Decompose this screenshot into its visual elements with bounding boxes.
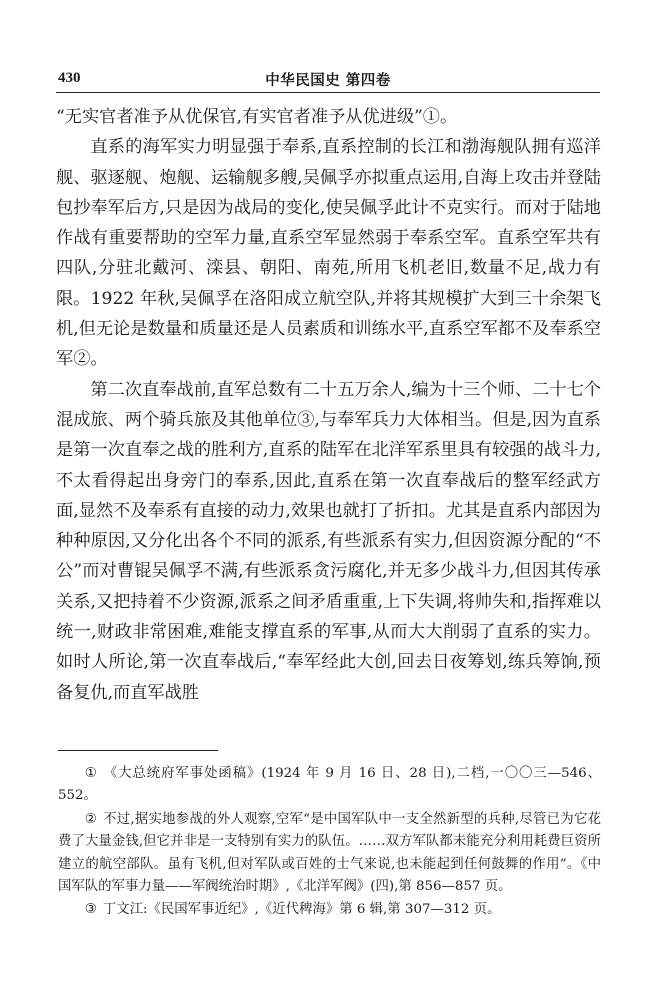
footnote-text: 不过,据实地参战的外人观察,空军“是中国军队中一支全然新型的兵种,尽管已为它花费了大量金钱,但它并非是一支特别有实力的队伍。……双方军队都未能充分利用耗费巨资所建立的航空部队。虽有飞机,但对军队或百姓的士气来说,也未能起到任何鼓舞的作用”。《中国军队的军事力量——军阀统治时期》,《北洋军阀》(四),第 856—857 页。 — [58, 811, 601, 895]
footnote-marker: ② — [84, 811, 98, 827]
page-number: 430 — [58, 70, 81, 86]
running-title: 中华民国史 第四卷 — [265, 73, 391, 89]
footnotes — [58, 763, 601, 923]
footnote-divider — [58, 750, 218, 751]
running-header — [56, 66, 600, 93]
paragraph-continued: “无实官者准予从优保官,有实官者准予从优进级”①。 — [56, 107, 458, 127]
footnote-text: 丁文江:《民国军事近纪》,《近代稗海》第 6 辑,第 307—312 页。 — [102, 902, 501, 918]
paragraph-navy-air-force: 直系的海军实力明显强于奉系,直系控制的长江和渤海舰队拥有巡洋舰、驱逐舰、炮舰、运输舰多艘,吴佩孚亦拟重点运用,自海上攻击并登陆包抄奉军后方,只是因为战局的变化,使吴佩孚此计不克实行。而对于陆地作战有重要帮助的空军力量,直系空军显然弱于奉系空军。直系空军共有四队,分驻北戴河、滦县、朝阳、南苑,所用飞机老旧,数量不足,战力有限。1922 年秋,吴佩孚在洛阳成立航空队,并将其规模扩大到三十余架飞机,但无论是数量和质量还是人员素质和训练水平,直系空军都不及奉系空军②。 — [56, 137, 601, 370]
footnote-text: 《大总统府军事处函稿》(1924 年 9 月 16 日、28 日),二档,一〇〇三—546、552。 — [58, 766, 601, 804]
footnote-2 — [58, 809, 601, 899]
footnote-3 — [58, 899, 601, 921]
footnote-marker: ③ — [84, 902, 97, 918]
paragraph-army-strength: 第二次直奉战前,直军总数有二十五万余人,编为十三个师、二十七个混成旅、两个骑兵旅及其他单位③,与奉军兵力大体相当。但是,因为直系是第一次直奉之战的胜利方,直系的陆军在北洋军系里具有较强的战斗力,不太看得起出身旁门的奉系,因此,直系在第一次直奉战后的整军经武方面,显然不及奉系有直接的动力,效果也就打了折扣。尤其是直系内部因为种种原因,又分化出各个不同的派系,有些派系有实力,但因资源分配的“不公”而对曹锟吴佩孚不满,有些派系贪污腐化,并无多少战斗力,但因其传承关系,又把持着不少资源,派系之间矛盾重重,上下失调,将帅失和,指挥难以统一,财政非常困难,难能支撑直系的军事,从而大大削弱了直系的实力。如时人所论,第一次直奉战后,“奉军经此大创,回去日夜筹划,练兵筹饷,预备复仇,而直军战胜 — [56, 379, 601, 703]
body-text — [56, 102, 601, 708]
footnote-1 — [58, 763, 601, 808]
footnote-marker: ① — [84, 766, 98, 781]
